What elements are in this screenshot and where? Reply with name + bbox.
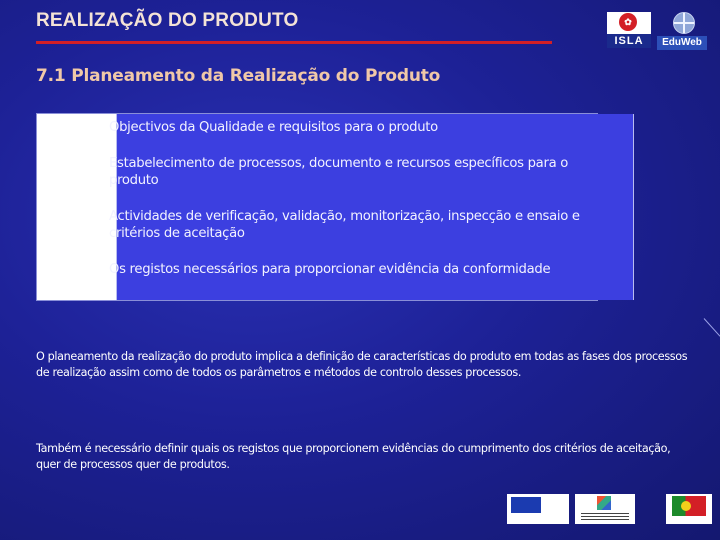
eduweb-logo [657, 12, 707, 50]
paragraph-planning: O planeamento da realização do produto implica a definição de características do produto em todas as fases dos processos de realização assim como de todos os parâmetros e métodos de controlo desses processos. [36, 350, 688, 379]
bullet-text: Os registos necessários para proporcionar evidência da conformidade [109, 262, 551, 277]
bullet-dot-icon [91, 159, 99, 167]
eu-logo [507, 494, 569, 524]
globe-icon [673, 12, 695, 34]
portugal-logo [666, 494, 712, 524]
bullet-item [91, 208, 591, 242]
bullet-dot-icon [91, 123, 99, 131]
program-mark-icon [597, 496, 611, 510]
isla-emblem-icon: ✿ [619, 13, 637, 31]
program-logo [575, 494, 635, 524]
portugal-flag-icon [672, 496, 706, 516]
bullet-item [91, 119, 591, 136]
program-logo-text-lines [581, 513, 629, 521]
slide-title: REALIZAÇÃO DO PRODUTO [36, 10, 299, 31]
eduweb-logo-label: EduWeb [657, 36, 707, 50]
isla-logo-label: ISLA [607, 34, 651, 48]
bullet-item [91, 155, 591, 189]
bullet-text: Estabelecimento de processos, documento e recursos específicos para o produto [109, 156, 569, 188]
title-underline [36, 41, 552, 44]
bullet-dot-icon [91, 265, 99, 273]
section-subtitle: 7.1 Planeamento da Realização do Produto [36, 66, 441, 86]
decorative-line [704, 318, 720, 337]
bullet-text: Actividades de verificação, validação, monitorização, inspecção e ensaio e critérios de aceitação [109, 209, 580, 241]
bullet-list [91, 119, 591, 297]
bullet-dot-icon [91, 212, 99, 220]
eu-flag-icon [511, 497, 541, 513]
bullet-item [91, 261, 591, 278]
bullet-text: Objectivos da Qualidade e requisitos para o produto [109, 120, 438, 135]
isla-logo [607, 12, 651, 48]
paragraph-records: Também é necessário definir quais os registos que proporcionem evidências do cumprimento dos critérios de aceitação, quer de processos quer de produtos. [36, 442, 671, 471]
